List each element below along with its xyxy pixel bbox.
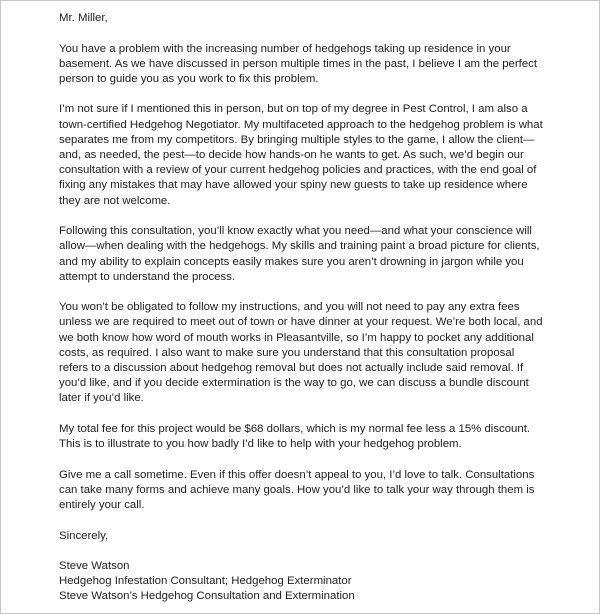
salutation: Mr. Miller, <box>59 12 108 24</box>
paragraph-qualifications: I’m not sure if I mentioned this in person, but on top of my degree in Pest Control, I am also a town-certified Hedgehog Negotiator. My multifaceted approach to the hedgehog problem is what separates me from my competitors. By bringing multiple styles to the game, I allow the client— and, as needed, the pest—to decide how hands-on he wants to get. As such, we’d begin our consultation with a review of your current hedgehog policies and practices, with the end goal of fixing any mistakes that may have allowed your spiny new guests to take up residence where they are not welcome. <box>59 103 543 207</box>
paragraph-obligations: You won’t be obligated to follow my instructions, and you will not need to pay any extra fees unless we are required to meet out of town or have dinner at your request. We’re both local, and we both know how word of mouth works in Pleasantville, so I’m happy to pocket any additional costs, as required. I also want to make sure you understand that this consultation proposal refers to a discussion about hedgehog removal but does not actually include said removal. If you’d like, and if you decide extermination is the way to go, we can discuss a bundle discount later if you’d like. <box>59 301 543 405</box>
closing: Sincerely, <box>59 529 109 542</box>
paragraph-call-to-action: Give me a call sometime. Even if this offer doesn’t appeal to you, I’d love to talk. Consultations can take many forms and achieve many goals. How you’d like to talk your way through them is entirely your call. <box>59 468 535 512</box>
paragraph-intro: You have a problem with the increasing number of hedgehogs taking up residence in your basement. As we have discussed in person multiple times in the past, I believe I am the perfect person to guide you as you work to fix this problem. <box>59 42 538 85</box>
signature-block <box>59 559 559 605</box>
signature-company: Steve Watson’s Hedgehog Consultation and Extermination <box>59 590 355 603</box>
signature-name: Steve Watson <box>59 560 130 573</box>
paragraph-fee: My total fee for this project would be $68 dollars, which is my normal fee less a 15% discount. This is to illustrate to you how badly I’d like to help with your hedgehog problem. <box>59 422 531 451</box>
letter-body <box>59 11 559 605</box>
signature-title: Hedgehog Infestation Consultant; Hedgehog Exterminator <box>59 575 352 588</box>
paragraph-consultation: Following this consultation, you’ll know exactly what you need—and what your conscience will allow—when dealing with the hedgehogs. My skills and training paint a broad picture for clients, and my ability to explain concepts easily makes sure you aren’t drowning in jargon while you attempt to understand the process. <box>59 225 540 283</box>
